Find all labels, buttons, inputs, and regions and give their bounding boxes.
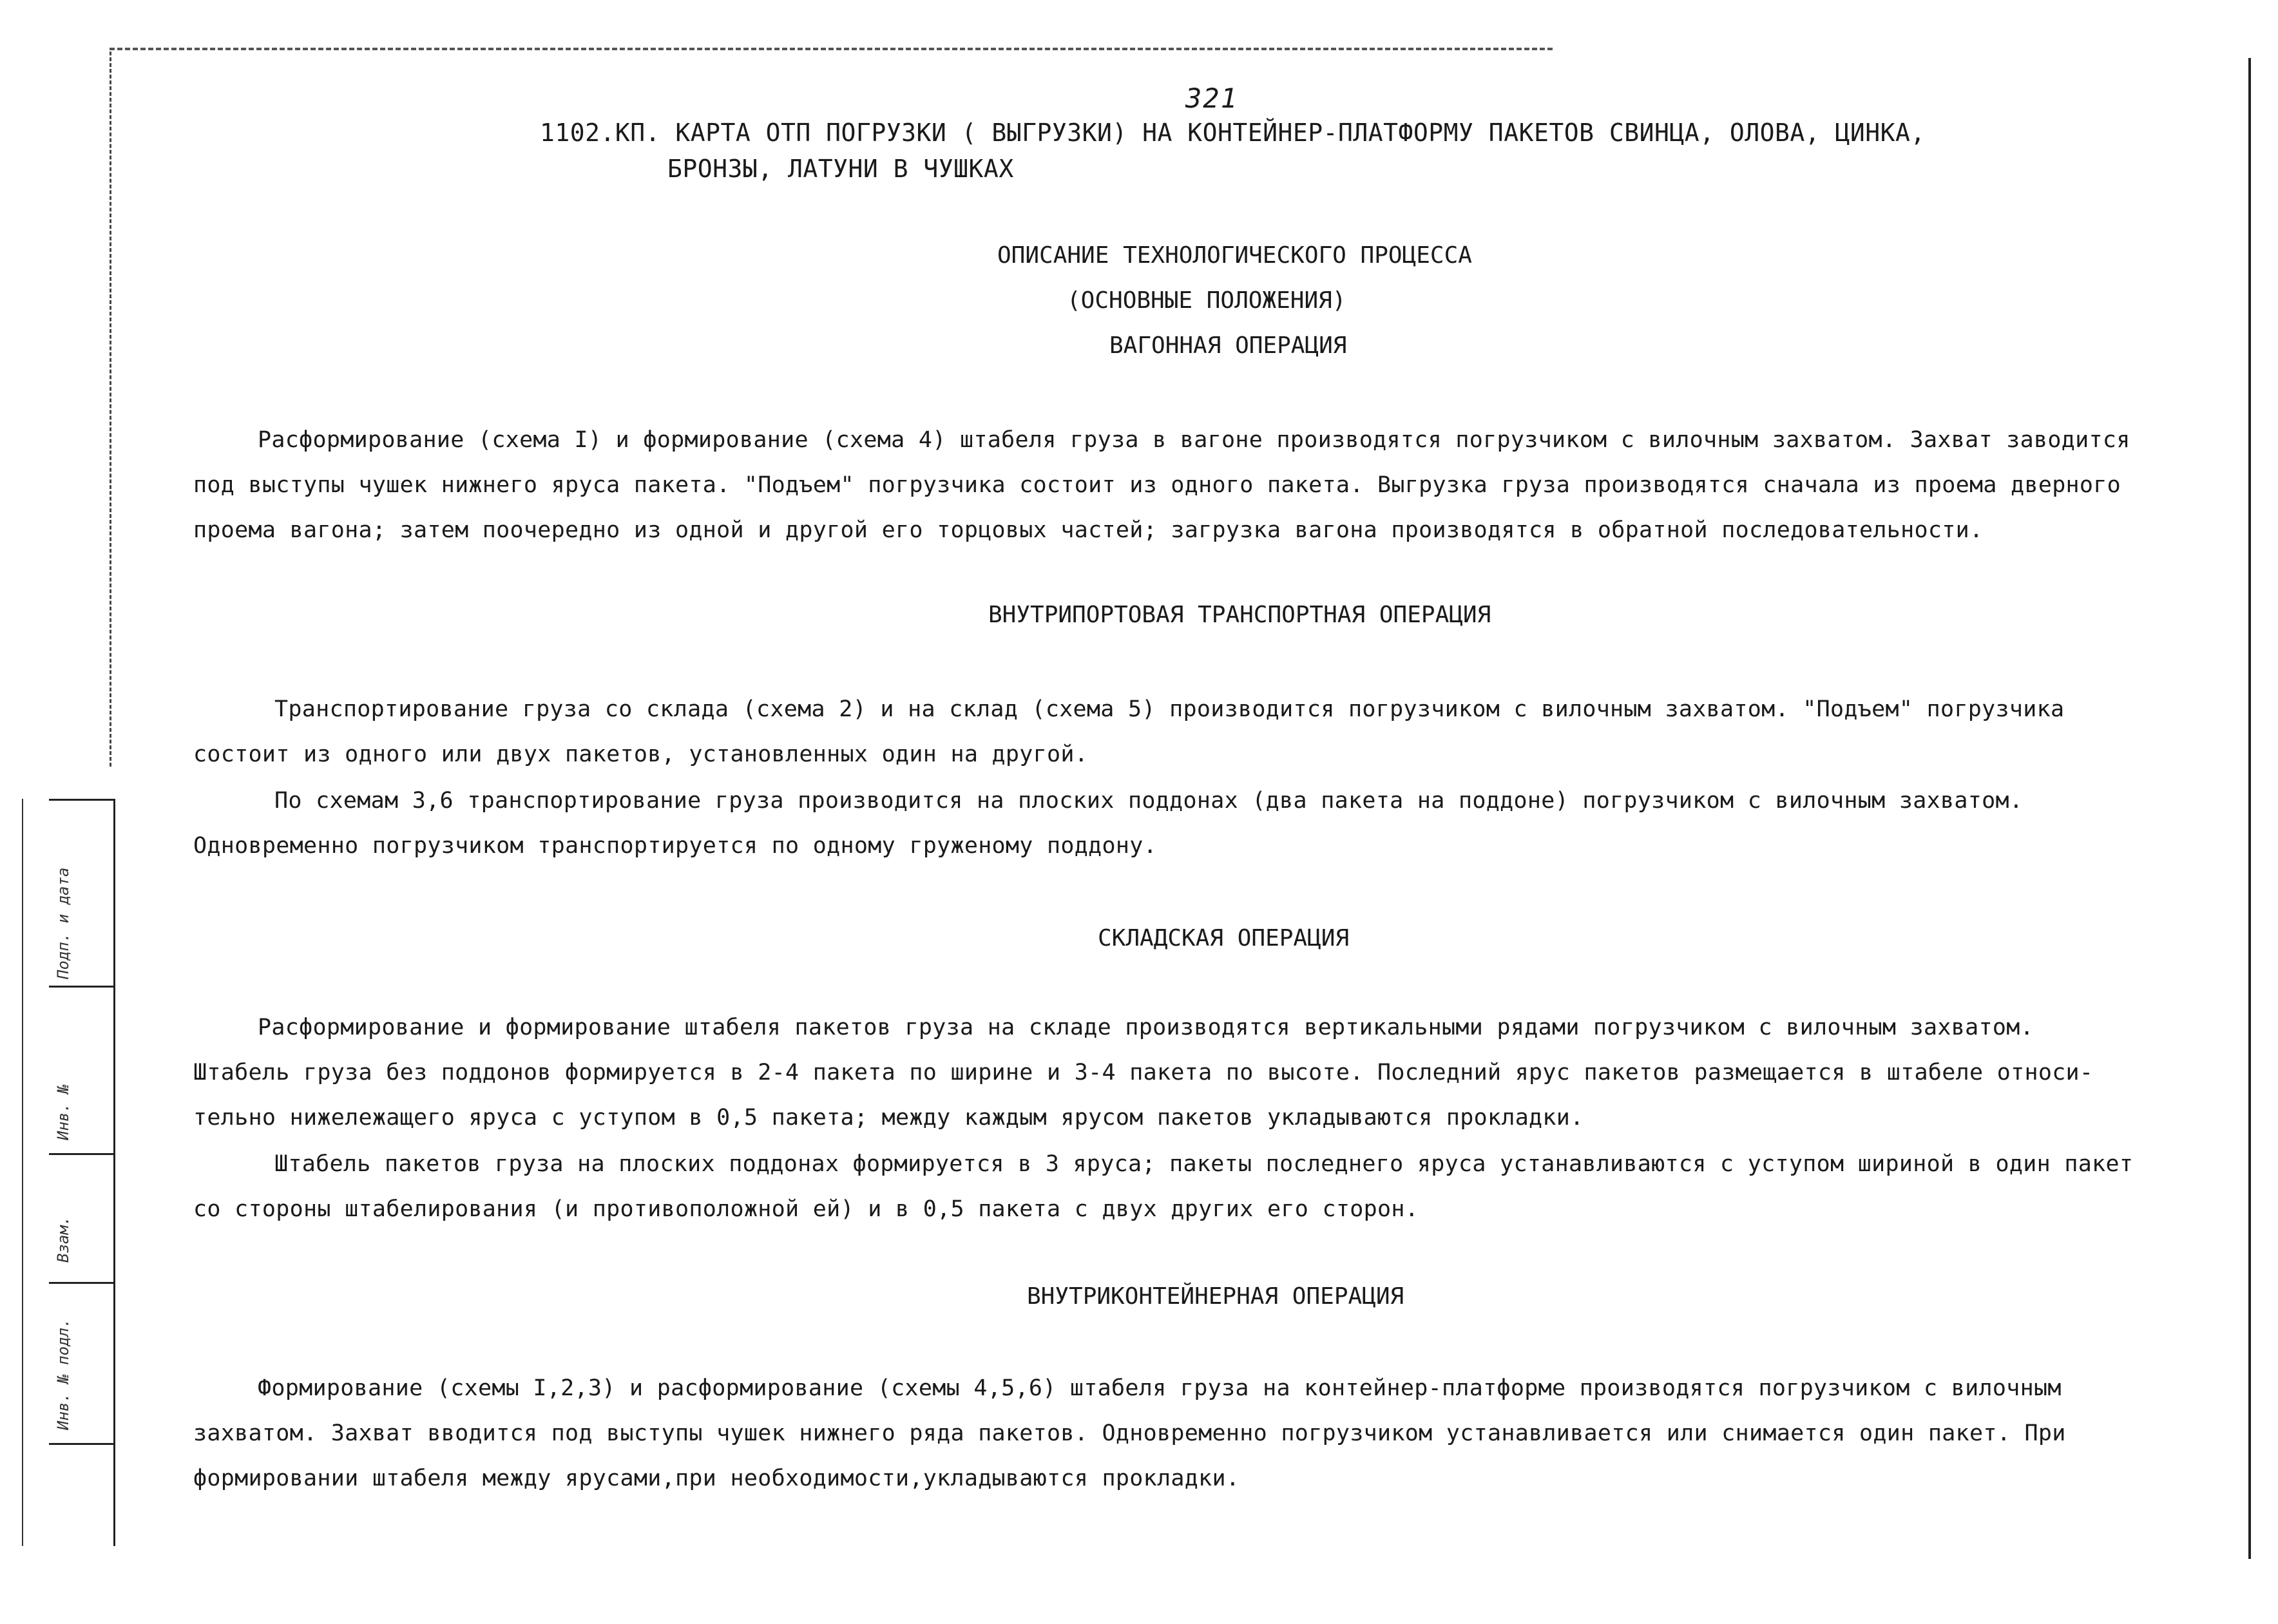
paragraph-line: формировании штабеля между ярусами,при необходимости,укладываются прокладки.: [193, 1466, 1240, 1491]
left-border-rule: [110, 52, 111, 767]
paragraph-line: Одновременно погрузчиком транспортируется по одному груженому поддону.: [193, 833, 1158, 859]
paragraph-line: Штабель пакетов груза на плоских поддонах формируется в 3 яруса; пакеты последнего яруса устанавливаются с уступом шириной в один пакет: [274, 1151, 2134, 1177]
stamp-label: Инв. №: [54, 1084, 72, 1140]
paragraph-transport: [193, 687, 2064, 777]
paragraph-container: [193, 1366, 2066, 1501]
stamp-label: Взам.: [54, 1216, 72, 1263]
paragraph-pallets: [193, 778, 2023, 868]
paragraph-line: тельно нижележащего яруса с уступом в 0,5 пакета; между каждым ярусом пакетов укладываются прокладки.: [193, 1105, 1584, 1131]
heading-text: ВНУТРИКОНТЕЙНЕРНАЯ ОПЕРАЦИЯ: [1027, 1283, 1404, 1310]
paragraph-line: Транспортирование груза со склада (схема 2) и на склад (схема 5) производится погрузчиком с вилочным захватом. "Подъем" погрузчика: [274, 696, 2065, 722]
paragraph-stacking: [193, 1142, 2133, 1232]
stamp-label: Подп. и дата: [54, 867, 72, 979]
paragraph-line: Формирование (схемы I,2,3) и расформирование (схемы 4,5,6) штабеля груза на контейнер-платформе производятся погрузчиком с вилочным: [258, 1375, 2062, 1401]
paragraph-line: под выступы чушек нижнего яруса пакета. "Подъем" погрузчика состоит из одного пакета. Выгрузка груза производятся сначала из проема дверного: [193, 472, 2121, 498]
document-title: [540, 115, 1926, 187]
heading-text: ОПИСАНИЕ ТЕХНОЛОГИЧЕСКОГО ПРОЦЕССА: [997, 242, 1472, 269]
paragraph-wagon: [193, 417, 2130, 553]
right-border-rule: [2248, 58, 2251, 1559]
paragraph-line: Расформирование и формирование штабеля пакетов груза на складе производятся вертикальными рядами погрузчиком с вилочным захватом.: [258, 1015, 2034, 1040]
title-line-2: БРОНЗЫ, ЛАТУНИ В ЧУШКАХ: [667, 155, 1014, 183]
paragraph-line: проема вагона; затем поочередно из одной и другой его торцовых частей; загрузка вагона производятся в обратной последовательности.: [193, 517, 1984, 543]
paragraph-line: Штабель груза без поддонов формируется в 2-4 пакета по ширине и 3-4 пакета по высоте. Последний ярус пакетов размещается в штабеле относи-: [193, 1060, 2094, 1085]
top-border-rule: [110, 48, 1553, 50]
paragraph-warehouse: [193, 1005, 2093, 1140]
paragraph-line: состоит из одного или двух пакетов, установленных один на другой.: [193, 741, 1089, 767]
paragraph-line: со стороны штабелирования (и противоположной ей) и в 0,5 пакета с двух других его сторон.: [193, 1196, 1419, 1222]
stamp-divider: [22, 799, 23, 1546]
heading-text: ВАГОННАЯ ОПЕРАЦИЯ: [1109, 332, 1347, 359]
stamp-cell: [49, 1443, 113, 1548]
heading-text: (ОСНОВНЫЕ ПОЛОЖЕНИЯ): [1067, 287, 1346, 314]
heading-text: СКЛАДСКАЯ ОПЕРАЦИЯ: [1098, 925, 1350, 951]
paragraph-line: Расформирование (схема I) и формирование (схема 4) штабеля груза в вагоне производятся погрузчиком с вилочным захватом. Захват заводится: [258, 427, 2130, 453]
title-line-1: 1102.КП. КАРТА ОТП ПОГРУЗКИ ( ВЫГРУЗКИ) НА КОНТЕЙНЕР-ПЛАТФОРМУ ПАКЕТОВ СВИНЦА, ОЛОВА, ЦИНКА,: [540, 119, 1926, 147]
stamp-label: Инв. № подл.: [54, 1318, 72, 1430]
heading-text: ВНУТРИПОРТОВАЯ ТРАНСПОРТНАЯ ОПЕРАЦИЯ: [988, 602, 1491, 628]
page-number: 321: [1185, 82, 1238, 114]
paragraph-line: захватом. Захват вводится под выступы чушек нижнего ряда пакетов. Одновременно погрузчиком устанавливается или снимается один пакет. При: [193, 1420, 2066, 1446]
paragraph-line: По схемам 3,6 транспортирование груза производится на плоских поддонах (два пакета на поддоне) погрузчиком с вилочным захватом.: [274, 788, 2024, 814]
